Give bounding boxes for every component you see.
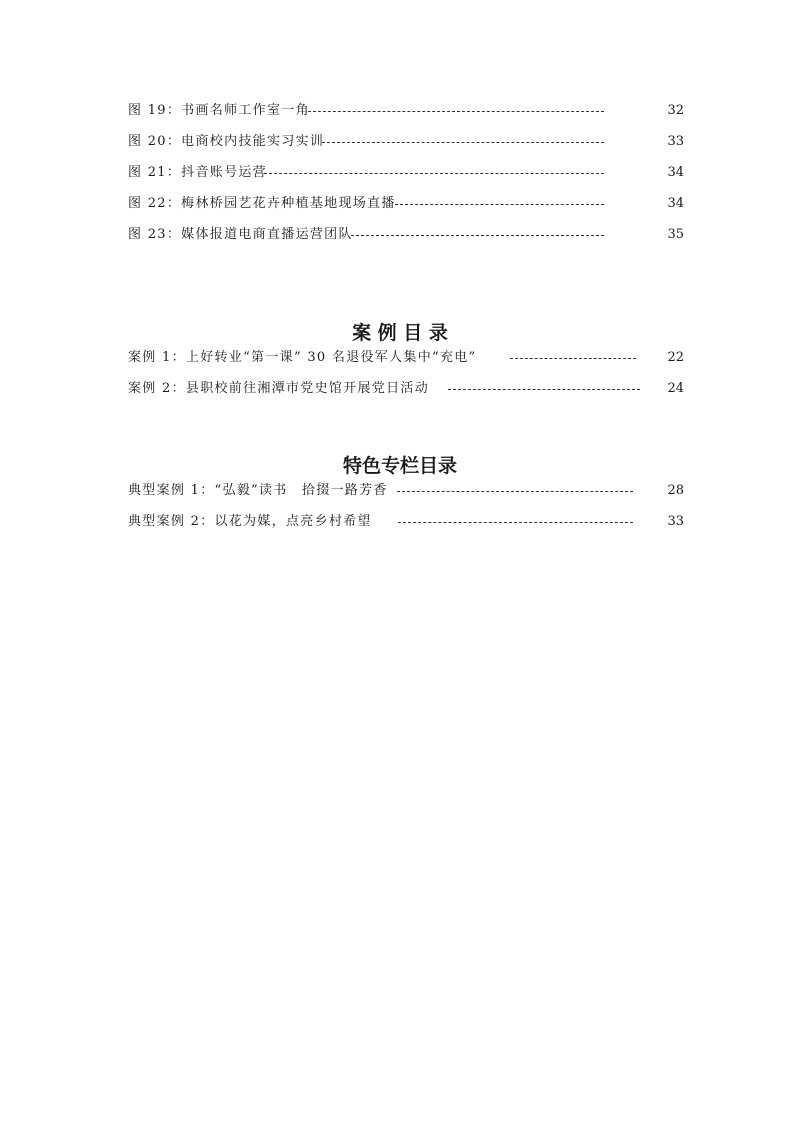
- toc-entry[interactable]: [128, 193, 684, 215]
- entry-label: 图 20：电商校内技能实习实训: [128, 134, 325, 149]
- dot-leader: [448, 389, 640, 390]
- toc-entry[interactable]: [128, 131, 684, 153]
- page-number: 34: [667, 196, 684, 211]
- page-number: 22: [667, 350, 684, 365]
- entry-label: 案例 2：县职校前往湘潭市党史馆开展党日活动: [128, 381, 430, 396]
- page-number: 24: [667, 381, 684, 396]
- toc-entry[interactable]: [128, 347, 684, 369]
- toc-entry[interactable]: [128, 224, 684, 246]
- toc-entry[interactable]: [128, 378, 684, 400]
- entry-label: 图 22：梅林桥园艺花卉种植基地现场直播: [128, 196, 396, 211]
- entry-label: 图 21：抖音账号运营: [128, 165, 267, 180]
- entry-label: 图 19：书画名师工作室一角: [128, 103, 310, 118]
- toc-entry[interactable]: [128, 162, 684, 184]
- dot-leader: [395, 204, 604, 205]
- toc-entry[interactable]: [128, 511, 684, 533]
- page-number: 33: [667, 134, 684, 149]
- dot-leader: [322, 142, 604, 143]
- dot-leader: [398, 522, 633, 523]
- dot-leader: [351, 235, 604, 236]
- features-title: 特色专栏目录: [342, 455, 457, 477]
- entry-label: 图 23：媒体报道电商直播运营团队: [128, 227, 353, 242]
- dot-leader: [264, 173, 604, 174]
- entry-label: 典型案例 1：“弘毅”读书 拾掇一路芳香: [128, 483, 388, 498]
- entry-label: 典型案例 2：以花为媒，点亮乡村希望: [128, 514, 372, 529]
- dot-leader: [397, 491, 633, 492]
- page-number: 28: [667, 483, 684, 498]
- dot-leader: [308, 111, 604, 112]
- page-number: 33: [667, 514, 684, 529]
- page-number: 34: [667, 165, 684, 180]
- page-number: 35: [667, 227, 684, 242]
- toc-entry[interactable]: [128, 100, 684, 122]
- toc-entry[interactable]: [128, 480, 684, 502]
- entry-label: 案例 1：上好转业“第一课” 30 名退役军人集中“充电”: [128, 350, 477, 365]
- page-number: 32: [667, 103, 684, 118]
- dot-leader: [510, 358, 636, 359]
- cases-title: 案 例 目 录: [352, 322, 448, 344]
